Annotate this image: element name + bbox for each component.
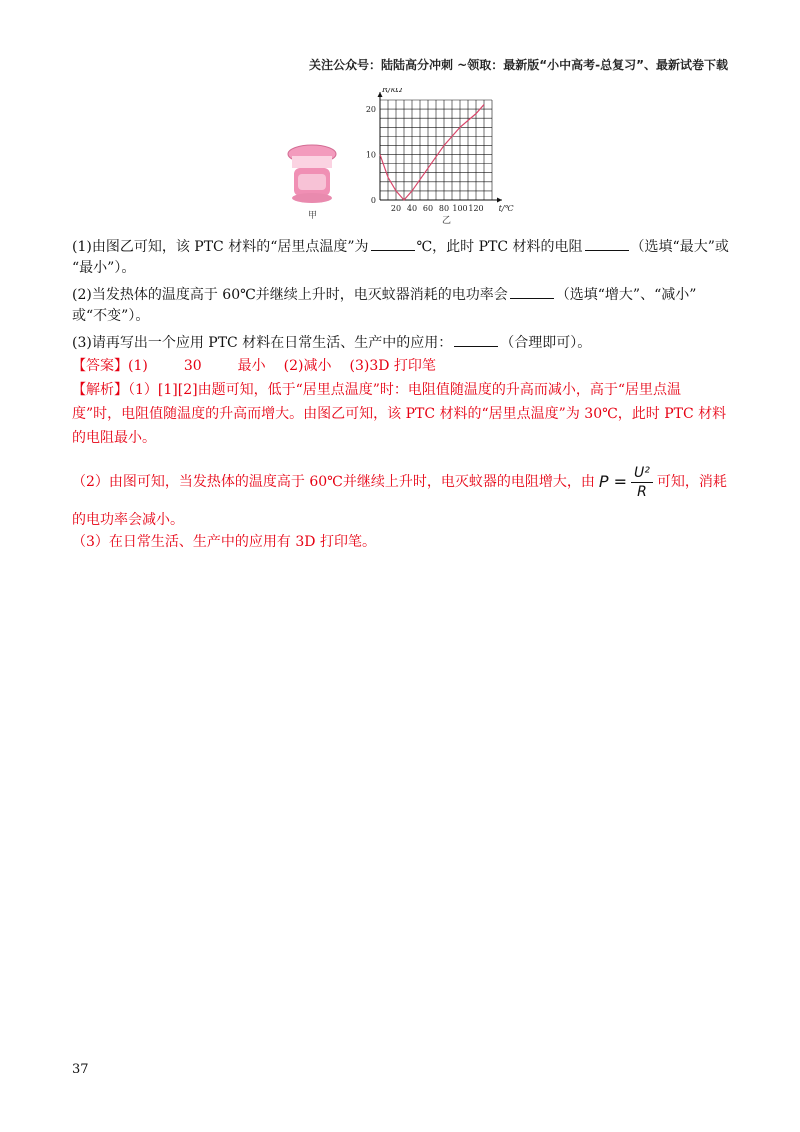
- q1-text-c: （选填“最大”或: [630, 239, 729, 255]
- figure-label-jia: 甲: [308, 211, 318, 221]
- answer-5: (3)3D 打印笔: [349, 358, 436, 374]
- answer-4: (2)减小: [283, 358, 332, 374]
- analysis-line-6: [72, 532, 376, 552]
- analysis-text-5: 的电功率会减小。: [72, 512, 184, 528]
- q3-text-a: (3)请再写出一个应用 PTC 材料在日常生活、生产中的应用：: [72, 335, 453, 351]
- resistance-temperature-chart: [366, 88, 515, 213]
- formula-fraction: [631, 464, 653, 501]
- q2-blank[interactable]: [510, 284, 554, 299]
- analysis-text-4b: 可知，消耗: [656, 474, 727, 490]
- x-axis-arrow: [497, 198, 502, 203]
- y-tick-label: 0: [370, 196, 376, 205]
- page-header: 关注公众号：陆陆高分冲刺 ~领取：最新版“小中高考-总复习”、最新试卷下载: [309, 58, 728, 72]
- analysis-text-3: 的电阻最小。: [72, 430, 156, 446]
- question-3-line: [72, 332, 591, 353]
- mosquito-killer-device: [288, 145, 336, 203]
- y-axis-label: R/kΩ: [382, 88, 403, 94]
- y-tick-label: 20: [365, 105, 376, 115]
- x-tick-label: 60: [422, 204, 434, 213]
- analysis-text-6: （3）在日常生活、生产中的应用有 3D 打印笔。: [72, 534, 376, 550]
- x-tick-label: 80: [438, 204, 450, 213]
- q1-text-b: ℃，此时 PTC 材料的电阻: [416, 239, 583, 255]
- question-2-line-2: [72, 306, 149, 326]
- q2-text-b: （选填“增大”、“减小”: [555, 287, 697, 303]
- analysis-line-5: [72, 510, 184, 530]
- answer-3: 最小: [237, 358, 266, 374]
- answer-line: [72, 356, 436, 376]
- x-tick-label: 40: [406, 204, 418, 213]
- q3-text-b: （合理即可）。: [500, 335, 592, 351]
- question-1-line-2: [72, 258, 135, 278]
- figure-label-yi: 乙: [442, 216, 452, 226]
- x-tick-label: 120: [468, 204, 484, 213]
- answer-2: 30: [183, 358, 202, 374]
- series-line: [380, 105, 484, 200]
- analysis-line-2: [72, 404, 726, 424]
- y-tick-label: 10: [365, 150, 376, 160]
- formula-numerator: U²: [631, 464, 653, 483]
- analysis-text-1: （1）[1][2]由题可知，低于“居里点温度”时：电阻值随温度的升高而减小，高于“居里点温: [128, 382, 682, 398]
- q2-text-a: (2)当发热体的温度高于 60℃并继续上升时，电灭蚊器消耗的电功率会: [72, 287, 508, 303]
- question-2-line-1: [72, 284, 696, 305]
- power-formula: [599, 462, 653, 502]
- q1-text-d: “最小”）。: [72, 260, 136, 276]
- page-number: 37: [72, 1062, 89, 1077]
- question-1-line-1: [72, 236, 729, 257]
- answer-1: (1): [128, 358, 148, 374]
- analysis-line-3: [72, 428, 156, 448]
- formula-p: P: [598, 472, 609, 491]
- analysis-text-4a: （2）由图可知，当发热体的温度高于 60℃并继续上升时，电灭蚊器的电阻增大，由: [72, 474, 595, 490]
- q1-blank-2[interactable]: [585, 236, 629, 251]
- q2-text-c: 或“不变”）。: [72, 308, 150, 324]
- q1-blank-1[interactable]: [371, 236, 415, 251]
- analysis-line-4: [72, 462, 727, 502]
- figure-svg: [280, 88, 530, 228]
- figure: [280, 88, 530, 228]
- formula-denominator: R: [637, 483, 647, 500]
- q3-blank[interactable]: [454, 332, 498, 347]
- analysis-tag: 【解析】: [72, 382, 128, 398]
- x-tick-label: 20: [390, 204, 402, 213]
- x-tick-label: 100: [452, 204, 468, 213]
- analysis-text-2: 度”时，电阻值随温度的升高而增大。由图乙可知，该 PTC 材料的“居里点温度”为 30℃，此时 PTC 材料: [72, 406, 727, 422]
- q1-text-a: (1)由图乙可知，该 PTC 材料的“居里点温度”为: [72, 239, 369, 255]
- analysis-line-1: [72, 380, 681, 400]
- x-axis-label: t/℃: [498, 204, 514, 213]
- formula-eq: =: [613, 472, 627, 491]
- answer-tag: 【答案】: [72, 358, 128, 374]
